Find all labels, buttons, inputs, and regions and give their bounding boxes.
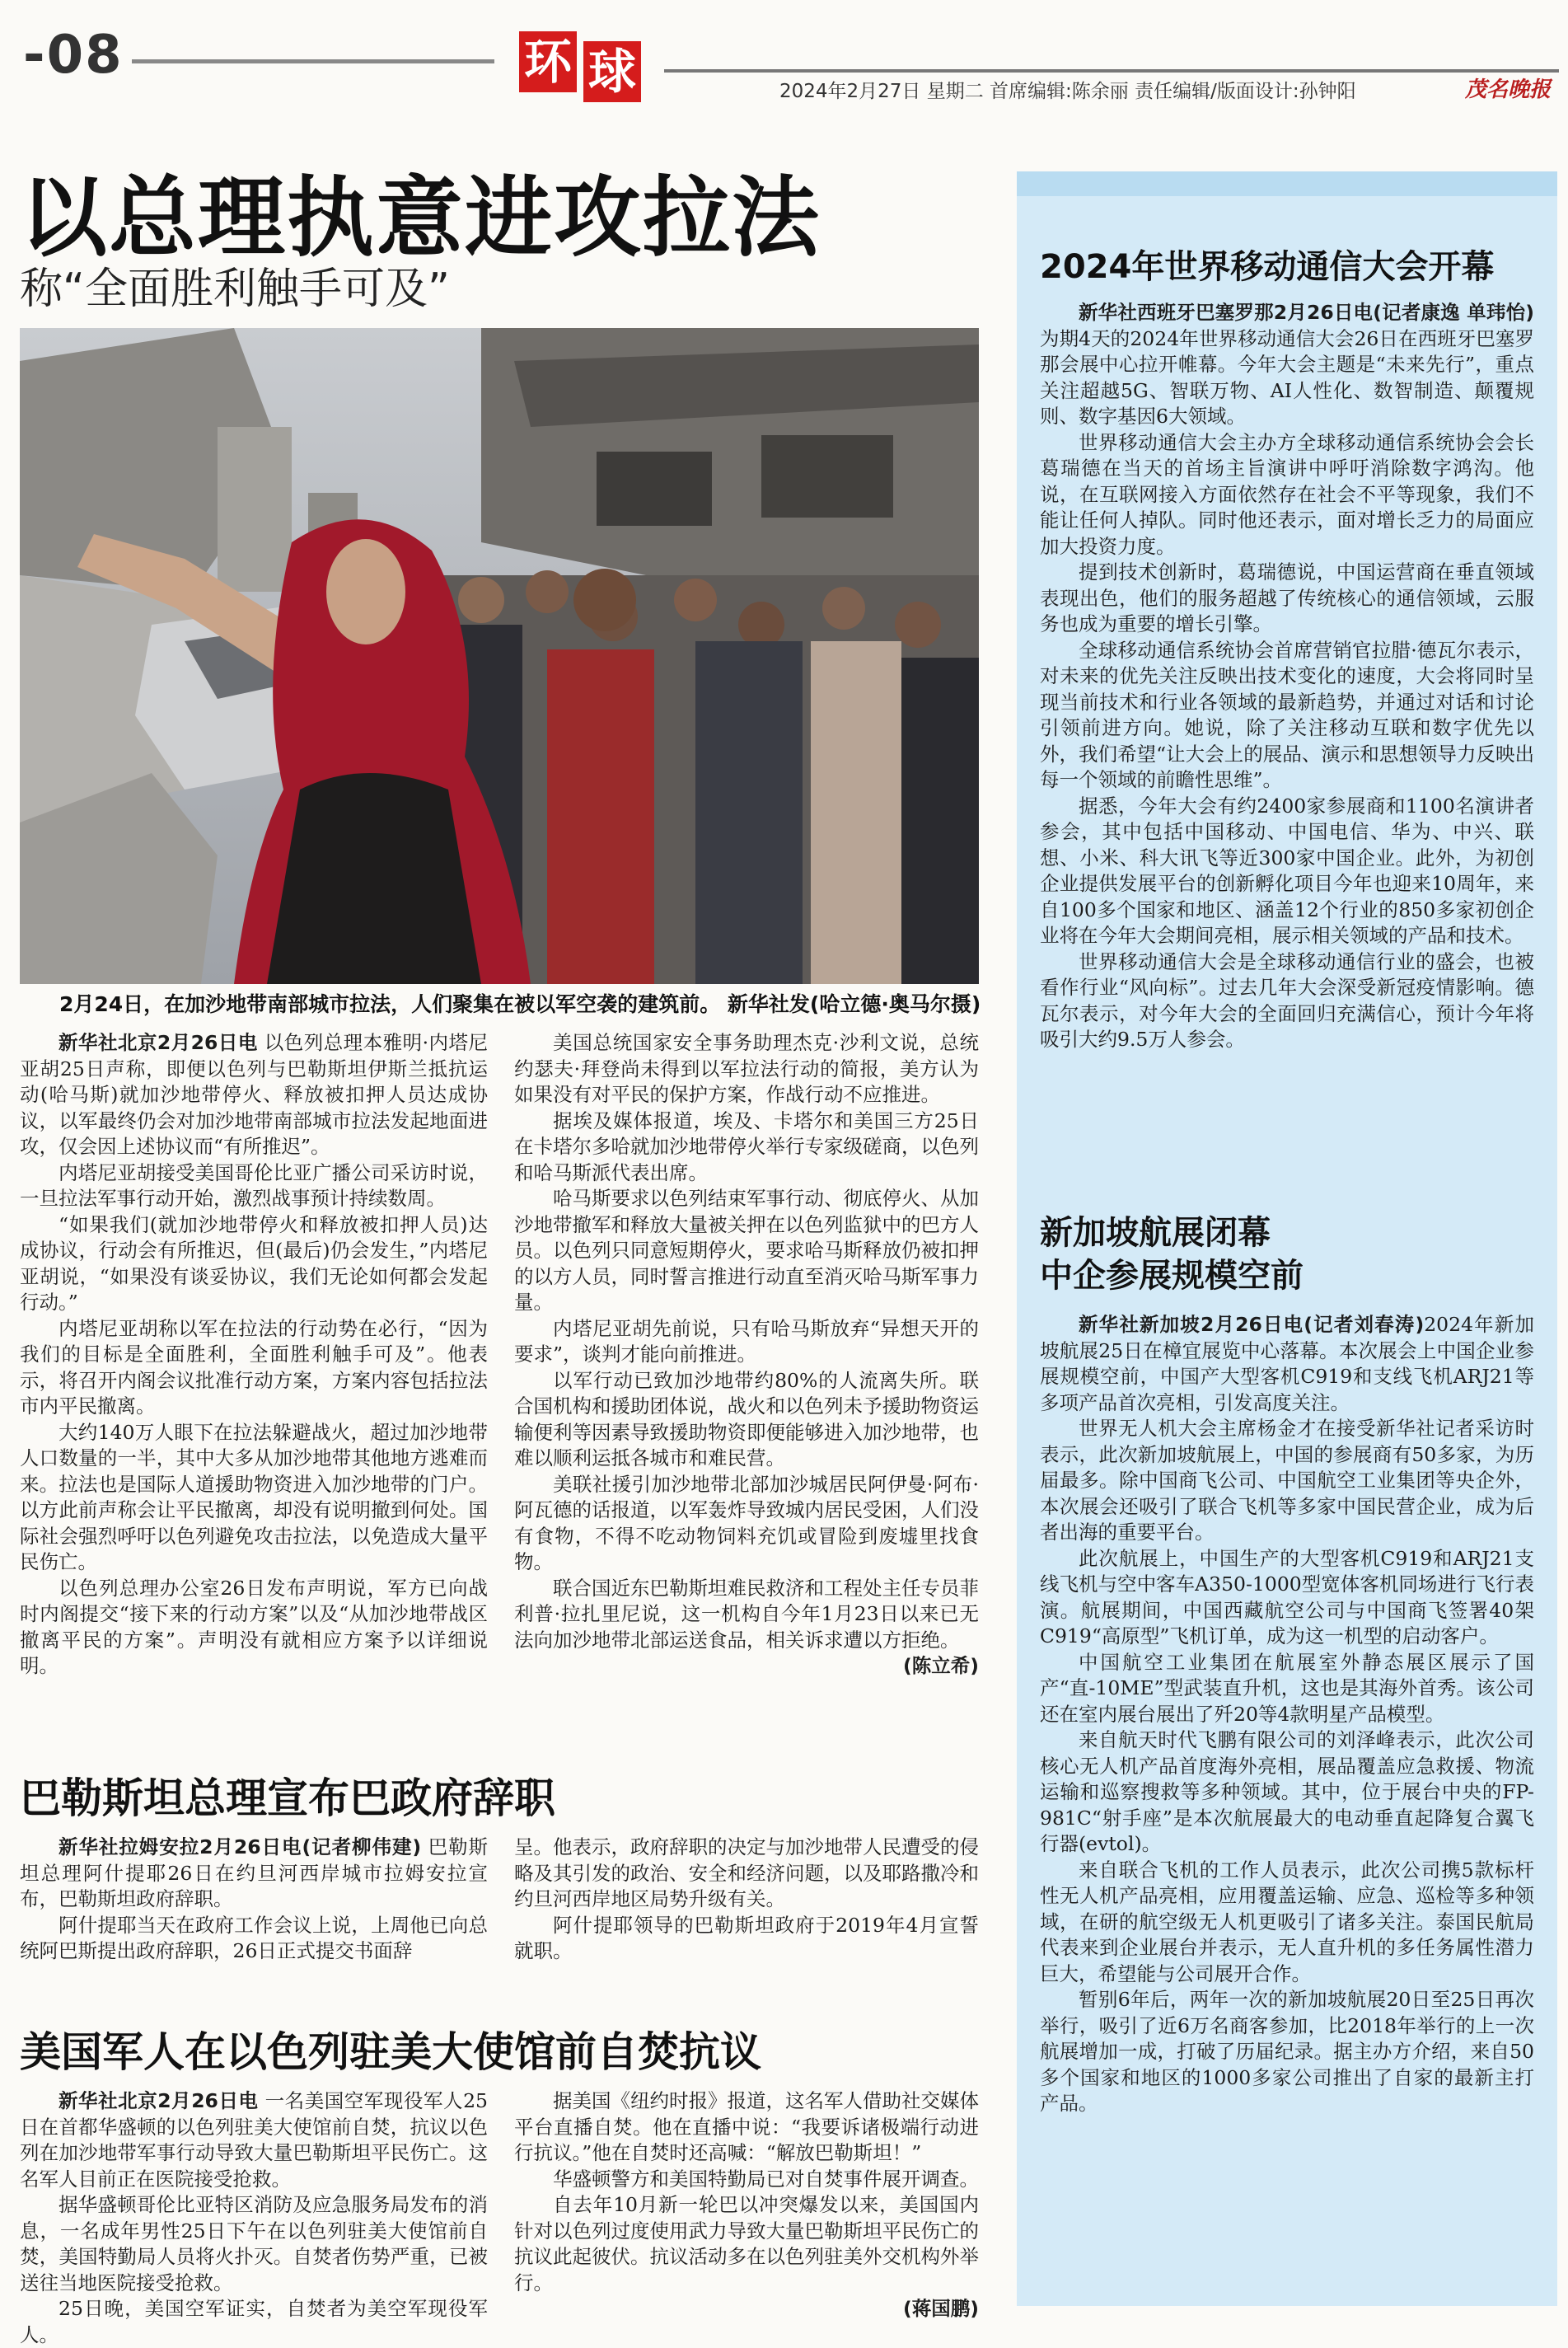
sidebar-story1-paragraph: 全球移动通信系统协会首席营销官拉腊·德瓦尔表示，对未来的优先关注反映出技术变化的速度，大会将同时呈现当前技术和行业各领域的最新趋势，并通过对话和讨论引领前进方向。她说，除了关注移动互联和数字优先以外，我们希望“让大会上的展品、演示和思想领导力反映出每一个领域的前瞻性思维”。 [1040, 638, 1534, 791]
sidebar-story1-paragraph: 世界移动通信大会主办方全球移动通信系统协会会长葛瑞德在当天的首场主旨演讲中呼吁消除数字鸿沟。他说，在互联网接入方面依然存在社会不平等现象，我们不能让任何人掉队。同时他还表示，面对增长乏力的局面应加大投资力度。 [1040, 430, 1534, 558]
story2-column-2 [514, 1835, 979, 1965]
main-story-paragraph: 据埃及媒体报道，埃及、卡塔尔和美国三方25日在卡塔尔多哈就加沙地带停火举行专家级磋商，以色列和哈马斯派代表出席。 [514, 1108, 979, 1184]
page-number: -08 [23, 25, 124, 86]
story2-paragraph: 呈。他表示，政府辞职的决定与加沙地带人民遭受的侵略及其引发的政治、安全和经济问题，以及耶路撒冷和约旦河西岸地区局势升级有关。 [514, 1835, 979, 1910]
story2-headline: 巴勒斯坦总理宣布巴政府辞职 [20, 1774, 555, 1822]
story3-paragraph: 据华盛顿哥伦比亚特区消防及应急服务局发布的消息，一名成年男性25日下午在以色列驻美大使馆前自焚，美国特勤局人员将火扑灭。自焚者伤势严重，已被送往当地医院接受抢救。 [20, 2193, 488, 2294]
main-story-column-1 [20, 1030, 488, 1680]
story3-column-1 [20, 2088, 488, 2348]
news-photo-illustration [20, 328, 979, 984]
main-story-column-2 [514, 1030, 979, 1680]
story3-column-2 [514, 2088, 979, 2322]
sidebar-story2-headline-line1: 新加坡航展闭幕 [1040, 1214, 1271, 1252]
sidebar-story1-paragraph: 提到技术创新时，葛瑞德说，中国运营商在垂直领域表现出色，他们的服务超越了传统核心的通信领域，云服务也成为重要的增长引擎。 [1040, 560, 1534, 635]
sidebar-story1-paragraph: 世界移动通信大会是全球移动通信行业的盛会，也被看作行业“风向标”。过去几年大会深受新冠疫情影响。德瓦尔表示，对今年大会的全面回归充满信心，预计今年将吸引大约9.5万人参会。 [1040, 949, 1534, 1051]
sidebar-story2-body [1040, 1312, 1534, 2117]
story3-dateline: 新华社北京2月26日电 [59, 2089, 259, 2112]
story3-byline: (蒋国鹏) [903, 2297, 979, 2320]
main-story-paragraph: 内塔尼亚胡先前说，只有哈马斯放弃“异想天开的要求”，谈判才能向前推进。 [514, 1316, 979, 1366]
section-char-1: 环 [519, 31, 577, 92]
header-rule [132, 59, 494, 63]
main-story-dateline: 新华社北京2月26日电 [59, 1031, 258, 1054]
main-story-byline: (陈立希) [903, 1654, 979, 1677]
story3-headline: 美国军人在以色列驻美大使馆前自焚抗议 [20, 2028, 761, 2076]
story3-paragraph: 自去年10月新一轮巴以冲突爆发以来，美国国内针对以色列过度使用武力导致大量巴勒斯坦平民伤亡的抗议此起彼伏。抗议活动多在以色列驻美外交机构外举行。 [514, 2193, 979, 2294]
sidebar-story1-body [1040, 300, 1534, 1053]
photo-caption: 2月24日，在加沙地带南部城市拉法，人们聚集在被以军空袭的建筑前。 新华社发(哈立德·奥马尔摄) [59, 992, 981, 1016]
main-story-paragraph: 内塔尼亚胡接受美国哥伦比亚广播公司采访时说，一旦拉法军事行动开始，激烈战事预计持续数周。 [20, 1160, 488, 1210]
story2-column-1 [20, 1835, 488, 1965]
sidebar-story2-headline-line2: 中企参展规模空前 [1040, 1257, 1304, 1295]
main-story-paragraph: 内塔尼亚胡称以军在拉法的行动势在必行，“因为我们的目标是全面胜利，全面胜利触手可及”。他表示，将召开内阁会议批准行动方案，方案内容包括拉法市内平民撤离。 [20, 1316, 488, 1418]
sidebar-story2-paragraph: 来自航天时代飞鹏有限公司的刘泽峰表示，此次公司核心无人机产品首度海外亮相，展品覆盖应急救援、物流运输和巡察搜救等多种领域。其中，位于展台中央的FP-981C“射手座”是本次航展最大的电动垂直起降复合翼飞行器(evtol)。 [1040, 1728, 1534, 1855]
main-story-paragraph: 以色列总理本雅明·内塔尼亚胡25日声称，即便以色列与巴勒斯坦伊斯兰抵抗运动(哈马斯)就加沙地带停火、释放被扣押人员达成协议，以军最终仍会对加沙地带南部城市拉法发起地面进攻，仅会因上述协议而“有所推迟”。 [20, 1031, 488, 1158]
sidebar-story1-paragraph: 为期4天的2024年世界移动通信大会26日在西班牙巴塞罗那会展中心拉开帷幕。今年大会主题是“未来先行”，重点关注超越5G、智联万物、AI人性化、数智制造、颠覆规则、数字基因6大领域。 [1040, 326, 1534, 428]
sidebar-story2-headline [1040, 1211, 1304, 1297]
sidebar-story2-dateline: 新华社新加坡2月26日电(记者刘春涛) [1079, 1313, 1425, 1336]
sidebar-panel [1017, 171, 1557, 2306]
sidebar-story2-paragraph: 此次航展上，中国生产的大型客机C919和ARJ21支线飞机与空中客车A350-1000型宽体客机同场进行飞行表演。航展期间，中国西藏航空公司与中国商飞签署40架C919“高原型”飞机订单，成为这一机型的启动客户。 [1040, 1546, 1534, 1647]
sidebar-story2-paragraph: 暂别6年后，两年一次的新加坡航展20日至25日再次举行，吸引了近6万名商客参加，比2018年举行的上一次航展增加一成，打破了历届纪录。据主办方介绍，来自50多个国家和地区的1000多家公司推出了自家的最新主打产品。 [1040, 1988, 1534, 2115]
section-badge [519, 31, 651, 105]
sidebar-top-strip [1017, 171, 1557, 196]
header-info-line: 2024年2月27日 星期二 首席编辑:陈余丽 责任编辑/版面设计:孙钟阳 [779, 81, 1356, 102]
main-story-paragraph: “如果我们(就加沙地带停火和释放被扣押人员)达成协议，行动会有所推迟，但(最后)仍会发生，”内塔尼亚胡说，“如果没有谈妥协议，我们无论如何都会发起行动。” [20, 1212, 488, 1314]
main-subheadline: 称“全面胜利触手可及” [20, 265, 450, 314]
story3-paragraph: 25日晚，美国空军证实，自焚者为美空军现役军人。 [20, 2297, 488, 2346]
sidebar-story2-paragraph: 世界无人机大会主席杨金才在接受新华社记者采访时表示，此次新加坡航展上，中国的参展商有50多家，为历届最多。除中国商飞公司、中国航空工业集团等央企外，本次展会还吸引了联合飞机等多家中国民营企业，成为后者出海的重要平台。 [1040, 1417, 1534, 1544]
story3-paragraph: 一名美国空军现役军人25日在首都华盛顿的以色列驻美大使馆前自焚，抗议以色列在加沙地带军事行动导致大量巴勒斯坦平民伤亡。这名军人目前正在医院接受抢救。 [20, 2089, 488, 2191]
story3-paragraph: 据美国《纽约时报》报道，这名军人借助社交媒体平台直播自焚。他在直播中说：“我要诉诸极端行动进行抗议。”他在自焚时还高喊：“解放巴勒斯坦！” [514, 2089, 979, 2164]
main-story-paragraph: 以色列总理办公室26日发布声明说，军方已向战时内阁提交“接下来的行动方案”以及“从加沙地带战区撤离平民的方案”。声明没有就相应方案予以详细说明。 [20, 1576, 488, 1677]
paper-logo: 茂名晚报 [1464, 77, 1551, 102]
main-headline: 以总理执意进攻拉法 [20, 167, 821, 269]
story2-paragraph: 阿什提耶领导的巴勒斯坦政府于2019年4月宣誓就职。 [514, 1913, 979, 1962]
header-info-rule [664, 69, 1559, 73]
sidebar-story2-paragraph: 中国航空工业集团在航展室外静态展区展示了国产“直-10ME”型武装直升机，这也是其海外首秀。该公司还在室内展台展出了歼20等4款明星产品模型。 [1040, 1650, 1534, 1726]
sidebar-story2-paragraph: 2024年新加坡航展25日在樟宜展览中心落幕。本次展会上中国企业参展规模空前，中国产大型客机C919和支线飞机ARJ21等多项产品首次亮相，引发高度关注。 [1040, 1313, 1534, 1414]
header-info-bar [664, 69, 1559, 102]
story2-paragraph: 巴勒斯坦总理阿什提耶26日在约旦河西岸城市拉姆安拉宣布，巴勒斯坦政府辞职。 [20, 1835, 488, 1910]
main-story-paragraph: 联合国近东巴勒斯坦难民救济和工程处主任专员菲利普·拉扎里尼说，这一机构自今年1月23日以来已无法向加沙地带北部运送食品，相关诉求遭以方拒绝。 [514, 1576, 979, 1652]
news-photo [20, 328, 979, 984]
sidebar-story1-paragraph: 据悉，今年大会有约2400家参展商和1100名演讲者参会，其中包括中国移动、中国电信、华为、中兴、联想、小米、科大讯飞等近300家中国企业。此外，为初创企业提供发展平台的创新孵化项目今年也迎来10周年，来自100多个国家和地区、涵盖12个行业的850多家初创企业将在今年大会期间亮相，展示相关领域的产品和技术。 [1040, 794, 1534, 947]
story2-paragraph: 阿什提耶当天在政府工作会议上说，上周他已向总统阿巴斯提出政府辞职，26日正式提交书面辞 [20, 1913, 488, 1962]
story3-paragraph: 华盛顿警方和美国特勤局已对自焚事件展开调查。 [553, 2167, 979, 2191]
sidebar-story1-dateline: 新华社西班牙巴塞罗那2月26日电(记者康逸 单玮怡) [1079, 301, 1534, 324]
main-story-paragraph: 以军行动已致加沙地带约80%的人流离失所。联合国机构和援助团体说，战火和以色列未予援助物资运输便利等因素导致援助物资即便能够进入加沙地带，也难以顺利运抵各城市和难民营。 [514, 1368, 979, 1469]
sidebar-story1-headline: 2024年世界移动通信大会开幕 [1040, 248, 1495, 286]
sidebar-story2-paragraph: 来自联合飞机的工作人员表示，此次公司携5款标杆性无人机产品亮相，应用覆盖运输、应急、巡检等多种领域，在研的航空级无人机更吸引了诸多关注。泰国民航局代表来到企业展台并表示，无人直升机的多任务属性潜力巨大，希望能与公司展开合作。 [1040, 1858, 1534, 1985]
story2-dateline: 新华社拉姆安拉2月26日电(记者柳伟建) [59, 1835, 422, 1858]
section-char-2: 球 [583, 41, 641, 102]
main-story-paragraph: 哈马斯要求以色列结束军事行动、彻底停火、从加沙地带撤军和释放大量被关押在以色列监狱中的巴方人员。以色列只同意短期停火，要求哈马斯释放仍被扣押的以方人员，同时誓言推进行动直至消灭哈马斯军事力量。 [514, 1187, 979, 1314]
main-story-paragraph: 美联社援引加沙地带北部加沙城居民阿伊曼·阿布·阿瓦德的话报道，以军轰炸导致城内居民受困，人们没有食物，不得不吃动物饲料充饥或冒险到废墟里找食物。 [514, 1472, 979, 1573]
main-story-paragraph: 美国总统国家安全事务助理杰克·沙利文说，总统约瑟夫·拜登尚未得到以军拉法行动的简报，美方认为如果没有对平民的保护方案，作战行动不应推进。 [514, 1031, 979, 1106]
main-story-paragraph: 大约140万人眼下在拉法躲避战火，超过加沙地带人口数量的一半，其中大多从加沙地带其他地方逃难而来。拉法也是国际人道援助物资进入加沙地带的门户。以方此前声称会让平民撤离，却没有说明撤到何处。国际社会强烈呼吁以色列避免攻击拉法，以免造成大量平民伤亡。 [20, 1420, 488, 1573]
